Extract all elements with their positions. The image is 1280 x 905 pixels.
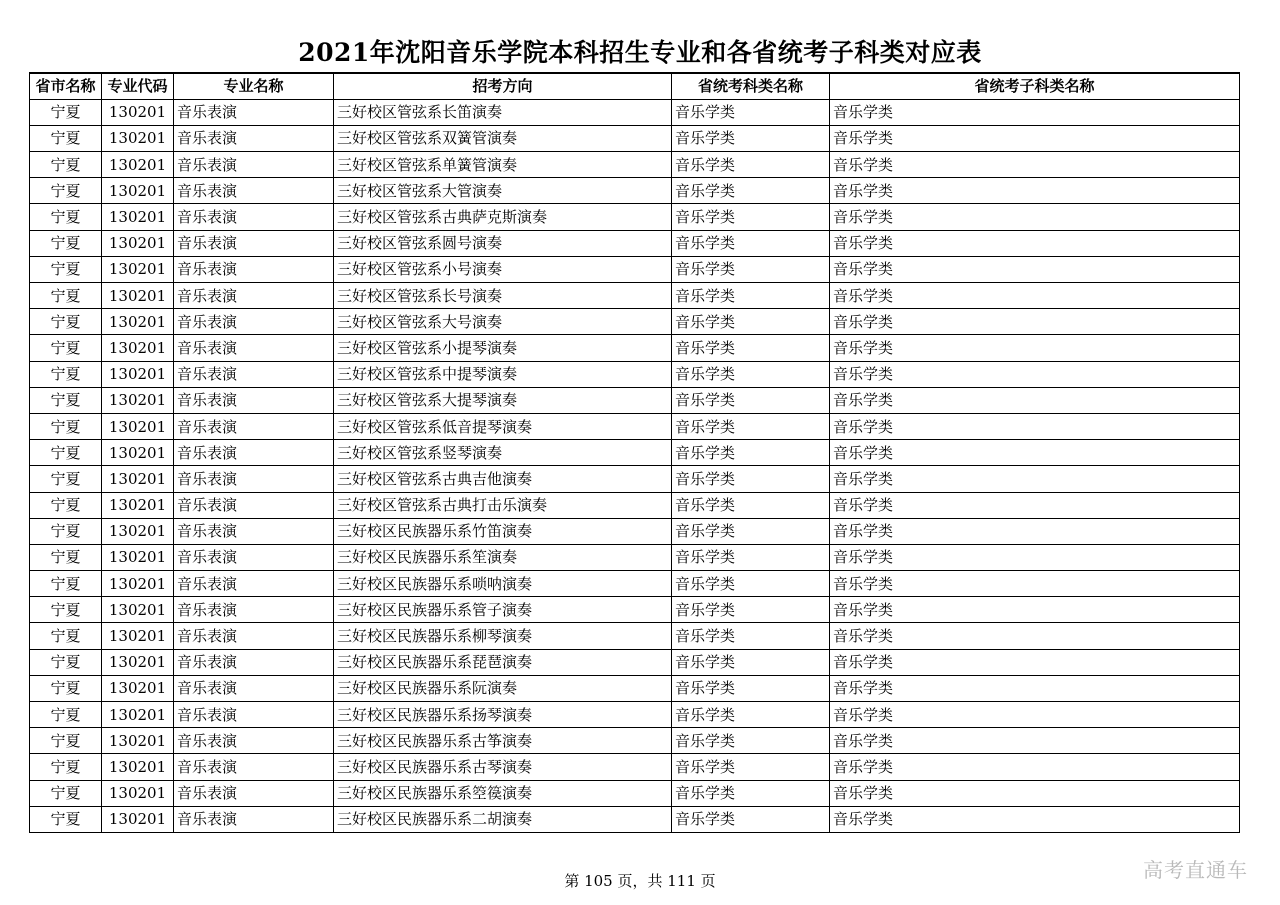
cell-category: 音乐学类: [672, 571, 830, 597]
cell-subcategory: 音乐学类: [830, 335, 1240, 361]
cell-category: 音乐学类: [672, 754, 830, 780]
cell-category: 音乐学类: [672, 806, 830, 832]
cell-major-code: 130201: [102, 413, 174, 439]
cell-province: 宁夏: [30, 125, 102, 151]
cell-direction: 三好校区管弦系中提琴演奏: [334, 361, 672, 387]
cell-major-name: 音乐表演: [174, 125, 334, 151]
cell-province: 宁夏: [30, 230, 102, 256]
cell-province: 宁夏: [30, 256, 102, 282]
cell-major-code: 130201: [102, 675, 174, 701]
cell-major-name: 音乐表演: [174, 256, 334, 282]
cell-major-name: 音乐表演: [174, 806, 334, 832]
cell-direction: 三好校区管弦系大提琴演奏: [334, 387, 672, 413]
cell-subcategory: 音乐学类: [830, 728, 1240, 754]
cell-major-name: 音乐表演: [174, 361, 334, 387]
cell-direction: 三好校区民族器乐系古筝演奏: [334, 728, 672, 754]
table-row: [30, 466, 1240, 492]
cell-category: 音乐学类: [672, 675, 830, 701]
cell-major-code: 130201: [102, 99, 174, 125]
cell-subcategory: 音乐学类: [830, 230, 1240, 256]
header-major-name: 专业名称: [174, 73, 334, 99]
cell-subcategory: 音乐学类: [830, 387, 1240, 413]
table-header-row: [30, 73, 1240, 99]
cell-subcategory: 音乐学类: [830, 178, 1240, 204]
table-row: [30, 518, 1240, 544]
cell-direction: 三好校区民族器乐系唢呐演奏: [334, 571, 672, 597]
cell-direction: 三好校区管弦系单簧管演奏: [334, 152, 672, 178]
table-row: [30, 178, 1240, 204]
cell-province: 宁夏: [30, 335, 102, 361]
cell-subcategory: 音乐学类: [830, 283, 1240, 309]
cell-province: 宁夏: [30, 492, 102, 518]
table-row: [30, 675, 1240, 701]
header-major-code: 专业代码: [102, 73, 174, 99]
cell-category: 音乐学类: [672, 623, 830, 649]
cell-direction: 三好校区民族器乐系管子演奏: [334, 597, 672, 623]
cell-subcategory: 音乐学类: [830, 99, 1240, 125]
cell-category: 音乐学类: [672, 361, 830, 387]
cell-direction: 三好校区管弦系低音提琴演奏: [334, 413, 672, 439]
cell-major-name: 音乐表演: [174, 571, 334, 597]
cell-subcategory: 音乐学类: [830, 702, 1240, 728]
cell-province: 宁夏: [30, 178, 102, 204]
cell-subcategory: 音乐学类: [830, 466, 1240, 492]
cell-province: 宁夏: [30, 623, 102, 649]
page-title: 2021年沈阳音乐学院本科招生专业和各省统考子科类对应表: [298, 38, 982, 67]
cell-direction: 三好校区管弦系小提琴演奏: [334, 335, 672, 361]
cell-direction: 三好校区管弦系竖琴演奏: [334, 440, 672, 466]
cell-subcategory: 音乐学类: [830, 361, 1240, 387]
table-row: [30, 806, 1240, 832]
table-row: [30, 361, 1240, 387]
cell-major-name: 音乐表演: [174, 518, 334, 544]
cell-province: 宁夏: [30, 361, 102, 387]
cell-major-code: 130201: [102, 754, 174, 780]
cell-subcategory: 音乐学类: [830, 413, 1240, 439]
cell-subcategory: 音乐学类: [830, 518, 1240, 544]
cell-major-code: 130201: [102, 571, 174, 597]
cell-major-code: 130201: [102, 544, 174, 570]
admission-table: [29, 72, 1240, 833]
table-row: [30, 256, 1240, 282]
table-body: [30, 99, 1240, 832]
cell-major-name: 音乐表演: [174, 702, 334, 728]
cell-major-code: 130201: [102, 309, 174, 335]
cell-major-name: 音乐表演: [174, 440, 334, 466]
cell-direction: 三好校区管弦系大管演奏: [334, 178, 672, 204]
cell-major-name: 音乐表演: [174, 728, 334, 754]
cell-major-code: 130201: [102, 597, 174, 623]
cell-direction: 三好校区民族器乐系扬琴演奏: [334, 702, 672, 728]
cell-major-code: 130201: [102, 361, 174, 387]
cell-direction: 三好校区民族器乐系箜篌演奏: [334, 780, 672, 806]
cell-major-code: 130201: [102, 466, 174, 492]
cell-major-code: 130201: [102, 256, 174, 282]
table-row: [30, 125, 1240, 151]
cell-category: 音乐学类: [672, 780, 830, 806]
table-row: [30, 544, 1240, 570]
cell-major-name: 音乐表演: [174, 466, 334, 492]
cell-category: 音乐学类: [672, 728, 830, 754]
cell-province: 宁夏: [30, 309, 102, 335]
cell-major-name: 音乐表演: [174, 152, 334, 178]
cell-major-name: 音乐表演: [174, 99, 334, 125]
header-direction: 招考方向: [334, 73, 672, 99]
header-category: 省统考科类名称: [672, 73, 830, 99]
cell-direction: 三好校区民族器乐系阮演奏: [334, 675, 672, 701]
cell-category: 音乐学类: [672, 702, 830, 728]
cell-major-name: 音乐表演: [174, 309, 334, 335]
cell-category: 音乐学类: [672, 256, 830, 282]
cell-direction: 三好校区民族器乐系笙演奏: [334, 544, 672, 570]
cell-major-code: 130201: [102, 623, 174, 649]
cell-subcategory: 音乐学类: [830, 125, 1240, 151]
cell-province: 宁夏: [30, 466, 102, 492]
cell-category: 音乐学类: [672, 204, 830, 230]
cell-subcategory: 音乐学类: [830, 623, 1240, 649]
cell-category: 音乐学类: [672, 466, 830, 492]
cell-category: 音乐学类: [672, 649, 830, 675]
table-row: [30, 387, 1240, 413]
cell-category: 音乐学类: [672, 440, 830, 466]
table-row: [30, 571, 1240, 597]
cell-province: 宁夏: [30, 413, 102, 439]
cell-major-code: 130201: [102, 806, 174, 832]
cell-major-name: 音乐表演: [174, 623, 334, 649]
table-row: [30, 283, 1240, 309]
table-row: [30, 335, 1240, 361]
cell-major-name: 音乐表演: [174, 204, 334, 230]
cell-direction: 三好校区管弦系古典吉他演奏: [334, 466, 672, 492]
cell-subcategory: 音乐学类: [830, 440, 1240, 466]
cell-category: 音乐学类: [672, 283, 830, 309]
cell-major-name: 音乐表演: [174, 544, 334, 570]
cell-category: 音乐学类: [672, 518, 830, 544]
cell-major-name: 音乐表演: [174, 492, 334, 518]
cell-direction: 三好校区管弦系长号演奏: [334, 283, 672, 309]
cell-major-code: 130201: [102, 204, 174, 230]
cell-major-name: 音乐表演: [174, 675, 334, 701]
cell-major-code: 130201: [102, 492, 174, 518]
cell-subcategory: 音乐学类: [830, 649, 1240, 675]
cell-province: 宁夏: [30, 649, 102, 675]
cell-category: 音乐学类: [672, 597, 830, 623]
cell-category: 音乐学类: [672, 492, 830, 518]
cell-major-name: 音乐表演: [174, 387, 334, 413]
cell-major-code: 130201: [102, 387, 174, 413]
cell-subcategory: 音乐学类: [830, 492, 1240, 518]
cell-province: 宁夏: [30, 544, 102, 570]
cell-subcategory: 音乐学类: [830, 675, 1240, 701]
cell-category: 音乐学类: [672, 544, 830, 570]
cell-direction: 三好校区管弦系古典打击乐演奏: [334, 492, 672, 518]
cell-province: 宁夏: [30, 387, 102, 413]
cell-subcategory: 音乐学类: [830, 152, 1240, 178]
cell-subcategory: 音乐学类: [830, 780, 1240, 806]
cell-category: 音乐学类: [672, 125, 830, 151]
table-row: [30, 597, 1240, 623]
cell-subcategory: 音乐学类: [830, 571, 1240, 597]
cell-major-name: 音乐表演: [174, 597, 334, 623]
header-subcategory: 省统考子科类名称: [830, 73, 1240, 99]
cell-major-code: 130201: [102, 178, 174, 204]
cell-category: 音乐学类: [672, 178, 830, 204]
cell-province: 宁夏: [30, 780, 102, 806]
page-number: 第 105 页，共 111 页: [564, 872, 716, 890]
cell-major-name: 音乐表演: [174, 649, 334, 675]
cell-major-code: 130201: [102, 702, 174, 728]
cell-major-code: 130201: [102, 283, 174, 309]
cell-direction: 三好校区管弦系双簧管演奏: [334, 125, 672, 151]
cell-province: 宁夏: [30, 675, 102, 701]
cell-major-code: 130201: [102, 152, 174, 178]
cell-province: 宁夏: [30, 702, 102, 728]
cell-major-name: 音乐表演: [174, 413, 334, 439]
table-row: [30, 204, 1240, 230]
table-row: [30, 754, 1240, 780]
table-row: [30, 649, 1240, 675]
cell-province: 宁夏: [30, 283, 102, 309]
watermark: 高考直通车: [1143, 858, 1248, 882]
cell-province: 宁夏: [30, 728, 102, 754]
cell-direction: 三好校区管弦系小号演奏: [334, 256, 672, 282]
table-row: [30, 99, 1240, 125]
table-row: [30, 152, 1240, 178]
cell-major-code: 130201: [102, 518, 174, 544]
cell-major-code: 130201: [102, 728, 174, 754]
cell-direction: 三好校区民族器乐系琵琶演奏: [334, 649, 672, 675]
cell-category: 音乐学类: [672, 335, 830, 361]
cell-category: 音乐学类: [672, 309, 830, 335]
cell-category: 音乐学类: [672, 99, 830, 125]
cell-major-name: 音乐表演: [174, 283, 334, 309]
cell-subcategory: 音乐学类: [830, 754, 1240, 780]
cell-subcategory: 音乐学类: [830, 309, 1240, 335]
table-row: [30, 230, 1240, 256]
cell-category: 音乐学类: [672, 230, 830, 256]
cell-subcategory: 音乐学类: [830, 256, 1240, 282]
cell-major-code: 130201: [102, 780, 174, 806]
cell-province: 宁夏: [30, 152, 102, 178]
cell-major-name: 音乐表演: [174, 178, 334, 204]
cell-direction: 三好校区民族器乐系柳琴演奏: [334, 623, 672, 649]
table-row: [30, 440, 1240, 466]
cell-major-code: 130201: [102, 230, 174, 256]
cell-province: 宁夏: [30, 806, 102, 832]
cell-category: 音乐学类: [672, 387, 830, 413]
cell-major-name: 音乐表演: [174, 754, 334, 780]
cell-direction: 三好校区管弦系大号演奏: [334, 309, 672, 335]
cell-major-name: 音乐表演: [174, 230, 334, 256]
cell-subcategory: 音乐学类: [830, 544, 1240, 570]
cell-province: 宁夏: [30, 597, 102, 623]
header-province: 省市名称: [30, 73, 102, 99]
cell-direction: 三好校区民族器乐系竹笛演奏: [334, 518, 672, 544]
table-row: [30, 309, 1240, 335]
cell-direction: 三好校区民族器乐系二胡演奏: [334, 806, 672, 832]
cell-subcategory: 音乐学类: [830, 806, 1240, 832]
cell-province: 宁夏: [30, 99, 102, 125]
cell-province: 宁夏: [30, 571, 102, 597]
table-row: [30, 780, 1240, 806]
cell-direction: 三好校区管弦系圆号演奏: [334, 230, 672, 256]
table-row: [30, 702, 1240, 728]
cell-direction: 三好校区民族器乐系古琴演奏: [334, 754, 672, 780]
cell-major-code: 130201: [102, 335, 174, 361]
cell-category: 音乐学类: [672, 152, 830, 178]
cell-category: 音乐学类: [672, 413, 830, 439]
cell-province: 宁夏: [30, 440, 102, 466]
table-row: [30, 623, 1240, 649]
cell-subcategory: 音乐学类: [830, 597, 1240, 623]
cell-major-name: 音乐表演: [174, 335, 334, 361]
table-row: [30, 728, 1240, 754]
cell-major-code: 130201: [102, 440, 174, 466]
cell-major-code: 130201: [102, 125, 174, 151]
table-row: [30, 413, 1240, 439]
cell-subcategory: 音乐学类: [830, 204, 1240, 230]
cell-major-name: 音乐表演: [174, 780, 334, 806]
cell-major-code: 130201: [102, 649, 174, 675]
cell-province: 宁夏: [30, 204, 102, 230]
table-row: [30, 492, 1240, 518]
cell-province: 宁夏: [30, 754, 102, 780]
cell-direction: 三好校区管弦系长笛演奏: [334, 99, 672, 125]
cell-province: 宁夏: [30, 518, 102, 544]
cell-direction: 三好校区管弦系古典萨克斯演奏: [334, 204, 672, 230]
